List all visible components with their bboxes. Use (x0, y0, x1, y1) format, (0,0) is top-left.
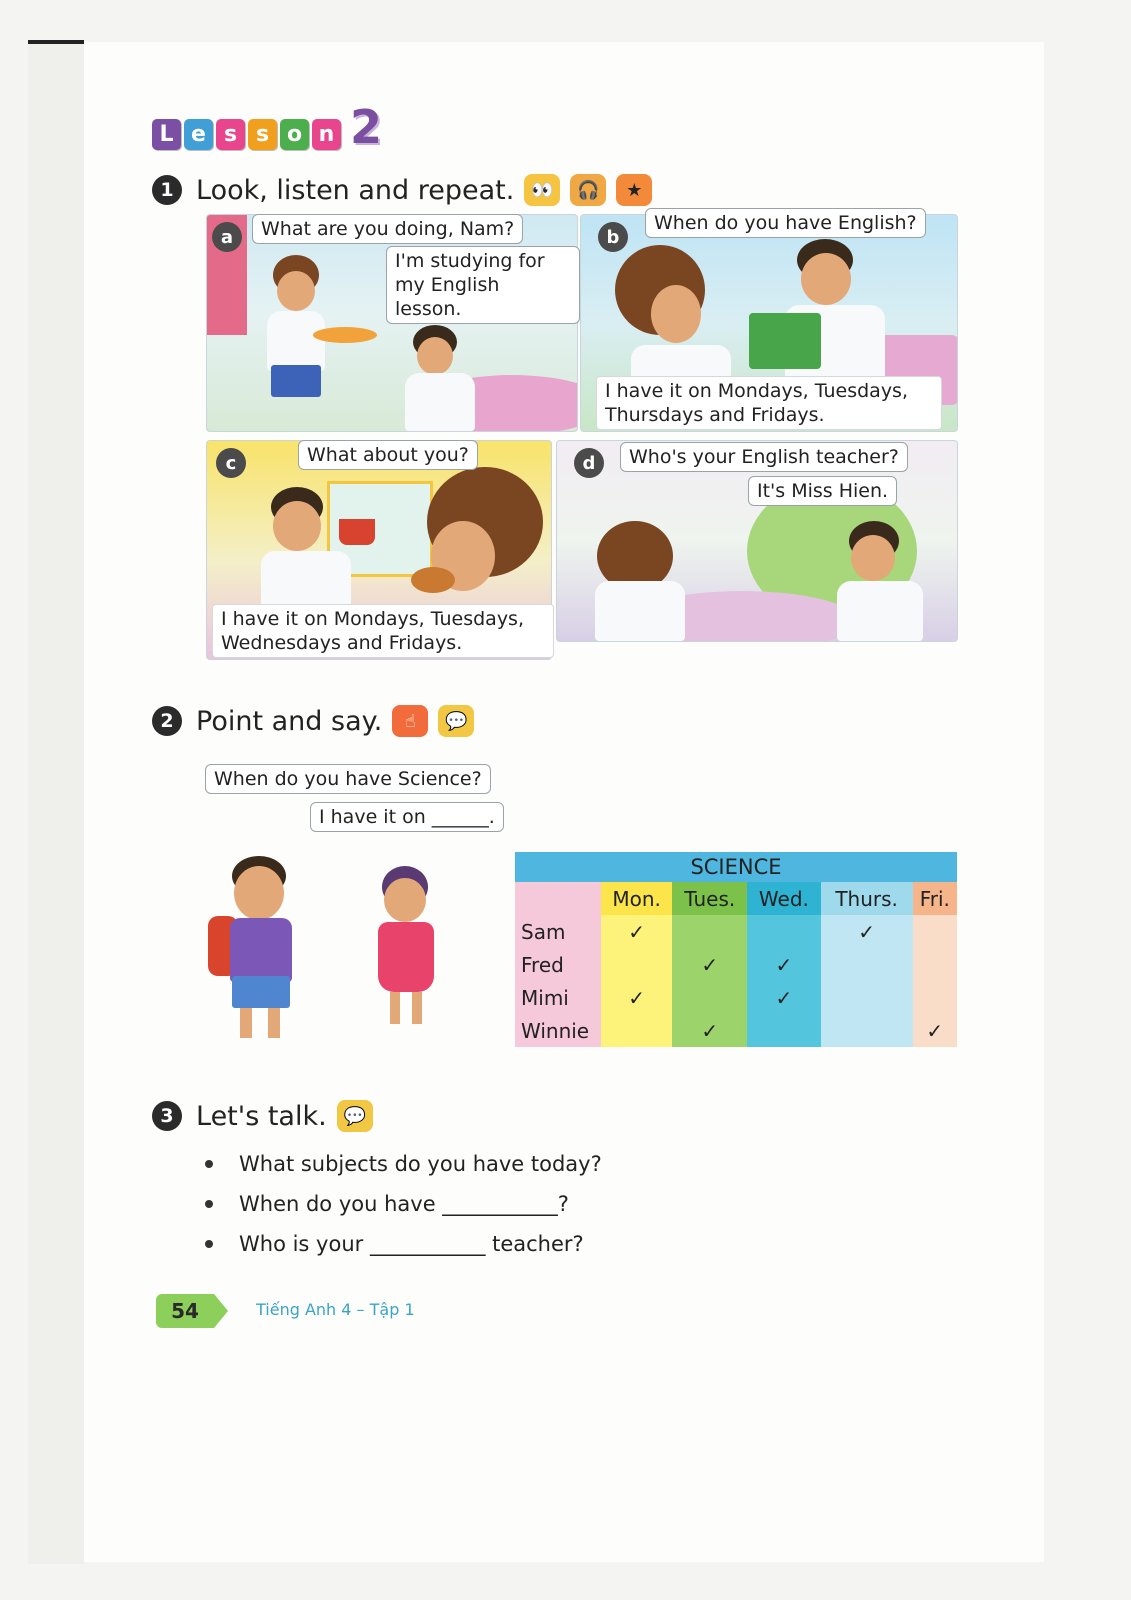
scan-margin (28, 44, 84, 1564)
bullet-dot (205, 1200, 213, 1208)
boy-with-book (781, 239, 891, 399)
speech-bubble: What about you? (298, 440, 478, 470)
check-cell (601, 948, 672, 981)
section-look-listen-repeat (152, 174, 652, 206)
english-book (749, 313, 821, 369)
section-number: 2 (152, 706, 182, 736)
boy-with-tray (257, 255, 337, 432)
lesson-letter-tile: n (312, 119, 341, 150)
check-cell (747, 915, 820, 948)
check-cell (747, 1014, 820, 1047)
page-number: 54 (156, 1294, 214, 1328)
lesson-number: 2 (350, 100, 383, 154)
speech-bubble: When do you have English? (645, 208, 926, 238)
eyes-icon: 👀 (524, 174, 560, 206)
student-name: Winnie (515, 1014, 601, 1047)
question-text: Who is your ___________ teacher? (239, 1232, 584, 1256)
check-cell: ✓ (747, 948, 820, 981)
lesson-letter-tile: s (248, 119, 277, 150)
speech-bubble: I have it on ______. (310, 802, 504, 832)
lesson-letter-tile: e (184, 119, 213, 150)
talk-icon: 💬 (337, 1100, 373, 1132)
caption-line: Thursdays and Fridays. (605, 404, 825, 426)
lesson-letter-tile: s (216, 119, 245, 150)
section-lets-talk (152, 1100, 373, 1132)
speech-bubble: It's Miss Hien. (748, 476, 897, 506)
check-cell: ✓ (821, 915, 913, 948)
table-row (515, 981, 957, 1014)
student-name: Mimi (515, 981, 601, 1014)
panel-letter: d (574, 448, 604, 478)
check-cell (821, 981, 913, 1014)
student-name: Fred (515, 948, 601, 981)
section-title: Let's talk. (196, 1100, 327, 1132)
caption-box (596, 376, 942, 430)
girl-in-pink-dress (366, 866, 446, 1036)
panel-letter: a (212, 222, 242, 252)
check-cell (821, 948, 913, 981)
scan-edge (28, 40, 84, 44)
bubble-line: my English lesson. (395, 274, 500, 320)
check-cell (672, 915, 747, 948)
speech-icon: 💬 (438, 705, 474, 737)
day-header: Mon. (601, 882, 672, 915)
boy-answering (827, 521, 927, 641)
table-row (515, 948, 957, 981)
lesson-title (152, 100, 383, 154)
headphones-icon: 🎧 (570, 174, 606, 206)
speech-bubble: What are you doing, Nam? (252, 214, 523, 244)
page-tab-arrow (214, 1294, 228, 1328)
repeat-icon: ★ (616, 174, 652, 206)
student-name: Sam (515, 915, 601, 948)
check-cell: ✓ (747, 981, 820, 1014)
section-point-and-say (152, 705, 474, 737)
day-header: Fri. (913, 882, 957, 915)
table-title: SCIENCE (515, 852, 957, 882)
question-text: When do you have ___________? (239, 1192, 569, 1216)
table-corner-cell (515, 882, 601, 915)
speech-bubble (386, 246, 580, 324)
check-cell: ✓ (672, 1014, 747, 1047)
list-item (205, 1144, 602, 1184)
panel-letter: c (216, 448, 246, 478)
pointing-hand-icon: ☝ (392, 705, 428, 737)
girl-listening (587, 521, 687, 641)
table-row (515, 1014, 957, 1047)
day-header: Wed. (747, 882, 820, 915)
check-cell (913, 981, 957, 1014)
speech-bubble: When do you have Science? (205, 764, 491, 794)
bullet-dot (205, 1160, 213, 1168)
science-timetable (515, 852, 957, 1047)
caption-line: I have it on Mondays, Tuesdays, (605, 380, 908, 402)
list-item (205, 1184, 602, 1224)
speech-bubble: Who's your English teacher? (620, 442, 908, 472)
panel-letter: b (598, 222, 628, 252)
day-header: Tues. (672, 882, 747, 915)
check-cell (821, 1014, 913, 1047)
check-cell (913, 915, 957, 948)
check-cell: ✓ (913, 1014, 957, 1047)
check-cell: ✓ (601, 915, 672, 948)
section-number: 1 (152, 175, 182, 205)
question-text: What subjects do you have today? (239, 1152, 602, 1176)
section-title: Point and say. (196, 705, 383, 737)
caption-box (212, 604, 554, 658)
boy-reading (399, 325, 489, 431)
caption-line: Wednesdays and Fridays. (221, 632, 463, 654)
talk-questions (205, 1144, 602, 1264)
section-number: 3 (152, 1101, 182, 1131)
bubble-line: I'm studying for (395, 250, 545, 272)
section-title: Look, listen and repeat. (196, 174, 515, 206)
caption-line: I have it on Mondays, Tuesdays, (221, 608, 524, 630)
boy-with-backpack (206, 856, 316, 1046)
lesson-letter-tile: o (280, 119, 309, 150)
check-cell (601, 1014, 672, 1047)
check-cell: ✓ (601, 981, 672, 1014)
table-row (515, 915, 957, 948)
check-cell (913, 948, 957, 981)
book-title: Tiếng Anh 4 – Tập 1 (256, 1300, 415, 1319)
bullet-dot (205, 1240, 213, 1248)
lesson-letter-tile: L (152, 119, 181, 150)
list-item (205, 1224, 602, 1264)
day-header: Thurs. (821, 882, 913, 915)
check-cell (672, 981, 747, 1014)
check-cell: ✓ (672, 948, 747, 981)
